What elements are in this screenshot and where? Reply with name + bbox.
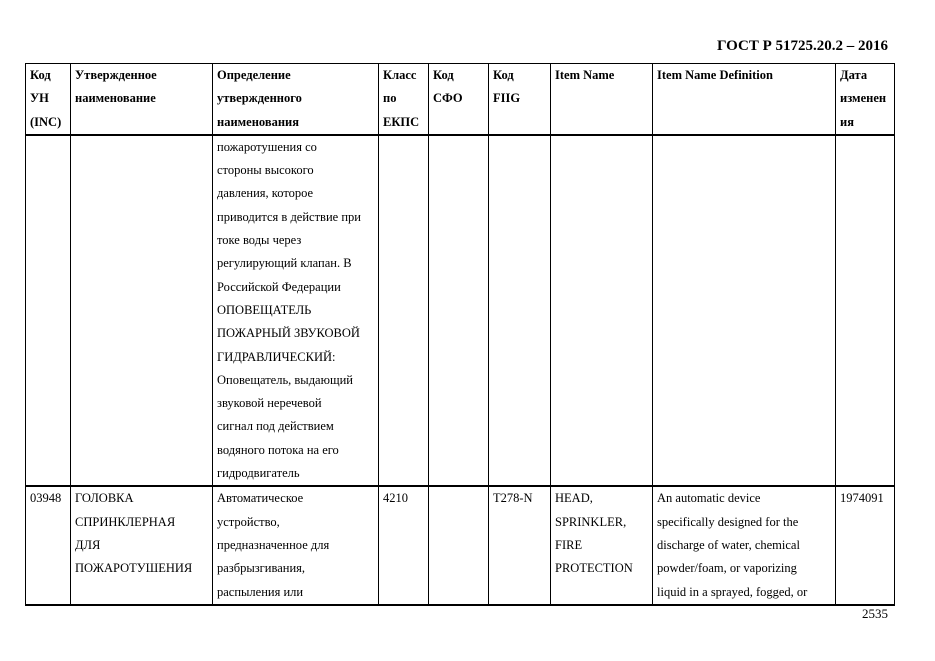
cell [551,135,653,486]
cell [379,135,429,486]
col-approved-name: Утвержденное наименование [71,64,213,135]
table-row [26,135,895,486]
catalog-table [25,63,895,606]
col-definition: Определение утвержденного наименования [213,64,379,135]
cell [26,135,71,486]
cell: 03948 [26,486,71,605]
col-fiig: Код FIIG [489,64,551,135]
cell [836,135,895,486]
cell: T278-N [489,486,551,605]
document-header: ГОСТ Р 51725.20.2 – 2016 [716,38,888,54]
cell [489,135,551,486]
cell: Автоматическое устройство, предназначенное для разбрызгивания, распыления или [213,486,379,605]
cell: 4210 [379,486,429,605]
col-date: Дата изменен ия [836,64,895,135]
col-item-definition: Item Name Definition [653,64,836,135]
cell [653,135,836,486]
table-row [26,486,895,605]
cell: HEAD, SPRINKLER, FIRE PROTECTION [551,486,653,605]
cell [429,135,489,486]
cell: пожаротушения со стороны высокого давления, которое приводится в действие при токе воды через регулирующий клапан. В Российской Федерации ОПОВЕЩАТЕЛЬ ПОЖАРНЫЙ ЗВУКОВОЙ ГИДРАВЛИЧЕСКИЙ: Оповещатель, выдающий звуковой неречевой сигнал под действием водяного потока на его гидродвигатель [213,135,379,486]
col-sfo: Код СФО [429,64,489,135]
cell: An automatic device specifically designed for the discharge of water, chemical powder/foam, or vaporizing liquid in a sprayed, fogged, or [653,486,836,605]
cell: 1974091 [836,486,895,605]
col-class: Класс по ЕКПС [379,64,429,135]
col-inc: Код УН (INC) [26,64,71,135]
col-item-name: Item Name [551,64,653,135]
cell [429,486,489,605]
cell [71,135,213,486]
cell: ГОЛОВКА СПРИНКЛЕРНАЯ ДЛЯ ПОЖАРОТУШЕНИЯ [71,486,213,605]
page-number: 2535 [862,606,888,621]
table-header-row [26,64,895,135]
